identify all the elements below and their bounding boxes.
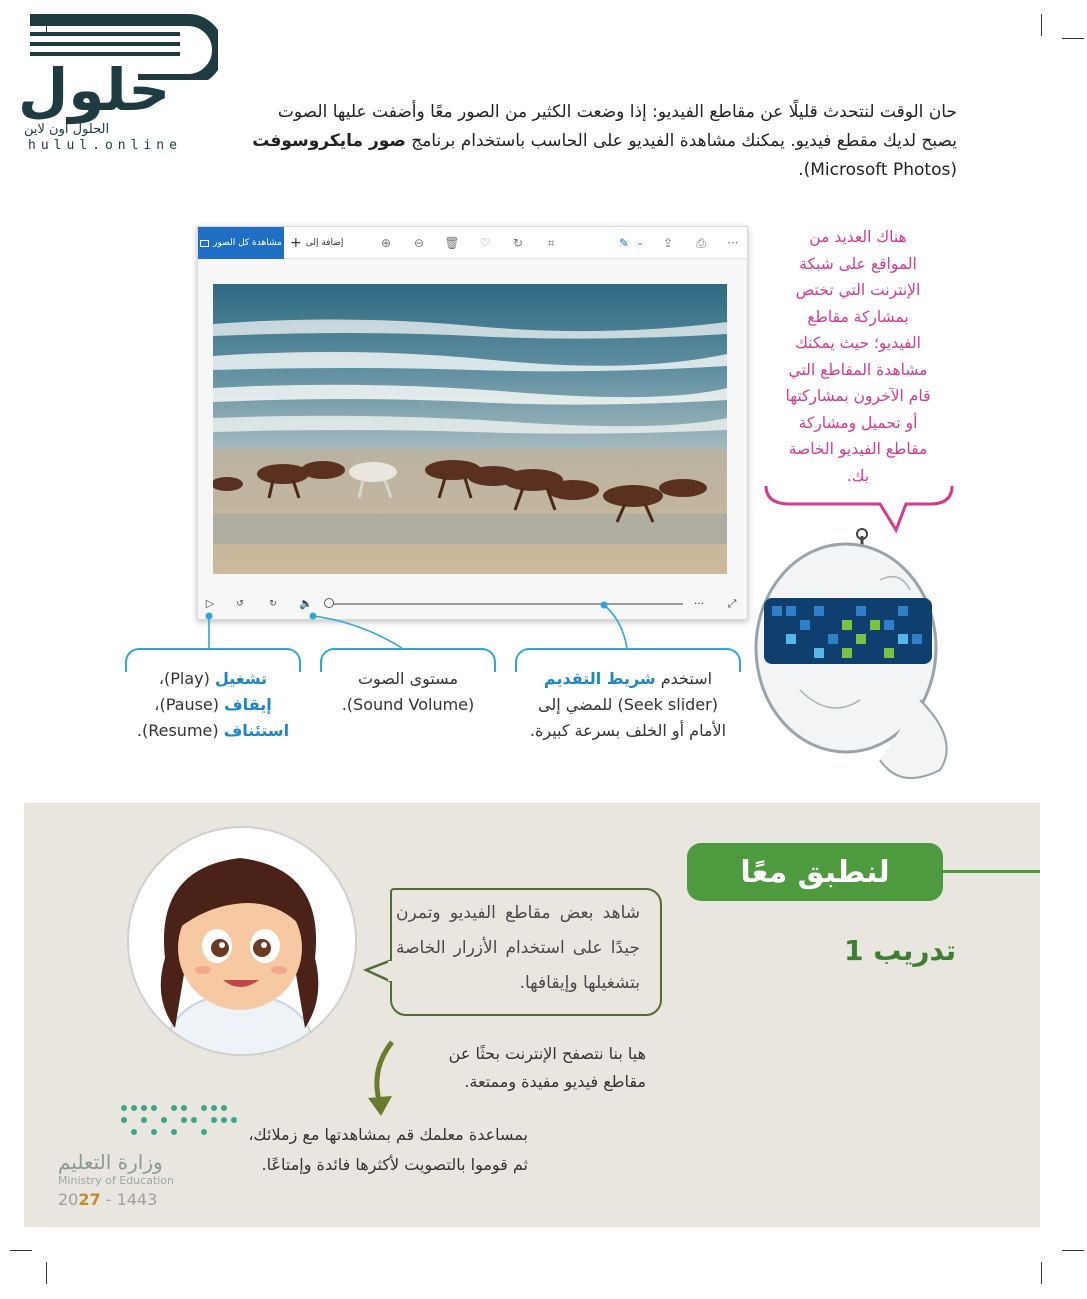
skip-forward-30-icon[interactable]: ↻ <box>269 599 277 609</box>
seek-line-2: (Seek slider) للمضي إلى <box>538 695 718 714</box>
seek-line-3: الأمام أو الخلف بسرعة كبيرة. <box>529 721 727 740</box>
volume-icon[interactable]: 🔈 <box>299 597 313 610</box>
academic-year <box>58 1190 157 1209</box>
intro-line-2 <box>227 127 957 156</box>
side-note-line: المواقع على شبكة <box>799 254 917 273</box>
play-icon[interactable]: ▷ <box>205 597 215 610</box>
chevron-down-icon[interactable]: ⌄ <box>636 238 644 248</box>
print-icon[interactable]: ⎙ <box>696 236 706 250</box>
horses-on-beach-image <box>213 284 727 574</box>
intro-line-1: حان الوقت لنتحدث قليلًا عن مقاطع الفيديو: إذا وضعت الكثير من الصور معًا وأضفت عليها الصوت <box>277 102 957 122</box>
seek-term: شريط التقديم <box>543 669 656 688</box>
side-note-line: الفيديو؛ حيث يمكنك <box>795 334 921 352</box>
fullscreen-icon[interactable]: ⤢ <box>727 597 737 610</box>
resume-term-en: (Resume). <box>136 721 224 740</box>
crop-mark <box>1041 14 1042 36</box>
intro-paragraph <box>227 98 957 185</box>
resume-term: استئناف <box>223 721 290 740</box>
intro-line-2-text: يصبح لديك مقطع فيديو. يمكنك مشاهدة الفيديو على الحاسب باستخدام برنامج <box>405 131 957 151</box>
year-page-mark: 27 <box>78 1190 101 1209</box>
callout-resume-line <box>125 718 301 744</box>
photos-toolbar <box>198 227 747 259</box>
side-note-line: الإنترنت التي تختص <box>795 281 921 299</box>
zoom-in-icon[interactable]: ⊕ <box>380 236 392 250</box>
girl-character-icon <box>127 828 355 1056</box>
seek-slider-thumb[interactable] <box>324 598 334 608</box>
crop-mark <box>46 1262 47 1284</box>
hulul-logo <box>18 10 218 160</box>
video-frame[interactable] <box>213 284 727 574</box>
pause-term: إيقاف <box>224 695 272 714</box>
side-note-line: هناك العديد من <box>809 228 907 246</box>
zoom-out-icon[interactable]: ⊖ <box>413 236 425 250</box>
ministry-name-english: Ministry of Education <box>58 1174 175 1187</box>
play-term: تشغيل <box>214 669 268 688</box>
side-note-video-sharing <box>772 224 944 489</box>
hint-vote: بمساعدة معلمك قم بمشاهدتها مع زملائك، ثم قوموا بالتصويت لأكثرها فائدة وإمتاعًا. <box>248 1125 528 1174</box>
volume-term-en: (Sound Volume). <box>341 695 475 714</box>
photo-icon <box>200 240 209 247</box>
rotate-icon[interactable]: ↻ <box>512 236 524 250</box>
seek-line-1 <box>515 666 741 692</box>
video-controls-bar <box>198 589 747 619</box>
plus-icon: + <box>290 235 302 251</box>
side-note-line: مقاطع الفيديو الخاصة <box>788 440 928 458</box>
side-note-line: بك. <box>846 466 870 485</box>
side-note-line: أو تحميل ومشاركة <box>798 413 918 432</box>
callout-play-line <box>125 666 301 692</box>
speech-text: شاهد بعض مقاطع الفيديو وتمرن جيدًا على استخدام الأزرار الخاصة بتشغيلها وإيقافها. <box>396 903 640 993</box>
ministry-name-arabic: وزارة التعليم <box>58 1150 163 1174</box>
view-all-label: مشاهدة كل الصور <box>213 238 282 248</box>
intro-line-3: (Microsoft Photos). <box>798 160 957 180</box>
ministry-dots-icon <box>118 1100 238 1140</box>
logo-arabic-small: الحلول اون لاين <box>24 122 110 137</box>
logo-latin: hulul.online <box>28 138 182 153</box>
side-note-line: قام الآخرون بمشاركتها <box>785 387 931 405</box>
lets-apply-banner <box>687 843 943 901</box>
skip-back-10-icon[interactable]: ↺ <box>236 599 244 609</box>
pause-term-en: (Pause)، <box>154 695 225 714</box>
callout-play-pause-resume <box>125 666 301 744</box>
share-icon[interactable]: ⇪ <box>662 236 674 250</box>
more-options-icon[interactable]: ··· <box>727 236 739 250</box>
year-rest: - 1443 <box>100 1190 158 1209</box>
side-note-line: بمشاركة مقاطع <box>807 307 909 326</box>
student-avatar <box>127 826 357 1056</box>
photos-app-window <box>197 226 748 620</box>
crop-mark <box>1062 1250 1084 1251</box>
exercise-title: تدريب 1 <box>844 934 957 967</box>
more-options-icon[interactable]: ··· <box>693 597 705 610</box>
edit-create-icon[interactable]: ✎ <box>618 236 630 250</box>
crop-mark <box>1041 1262 1042 1284</box>
intro-app-name: صور مايكروسوفت <box>252 131 406 151</box>
play-term-en: (Play)، <box>158 669 215 688</box>
add-to-label: إضافة إلى <box>305 238 344 248</box>
logo-arabic: حلول <box>18 56 171 124</box>
callout-sound-volume <box>320 666 496 718</box>
seek-prefix: استخدم <box>655 669 713 688</box>
volume-term: مستوى الصوت <box>357 669 459 688</box>
callout-seek-slider <box>515 666 741 744</box>
lets-apply-title: لنطبق معًا <box>740 854 890 890</box>
crop-mark <box>1062 38 1084 39</box>
view-all-photos-button[interactable] <box>198 227 284 259</box>
banner-line <box>938 870 1040 873</box>
favorite-icon[interactable]: ♡ <box>479 236 491 250</box>
seek-slider[interactable] <box>328 603 683 605</box>
crop-mark <box>10 1250 32 1251</box>
callout-pause-line <box>125 692 301 718</box>
hint-browse: هيا بنا نتصفح الإنترنت بحثًا عن مقاطع فيديو مفيدة وممتعة. <box>448 1044 646 1091</box>
crop-icon[interactable]: ⌗ <box>547 236 555 250</box>
ministry-logo <box>58 1100 248 1210</box>
year-prefix: 20 <box>58 1190 79 1209</box>
delete-icon[interactable]: 🗑 <box>444 236 460 250</box>
side-note-line: مشاهدة المقاطع التي <box>788 360 928 379</box>
add-to-button[interactable] <box>290 227 343 259</box>
